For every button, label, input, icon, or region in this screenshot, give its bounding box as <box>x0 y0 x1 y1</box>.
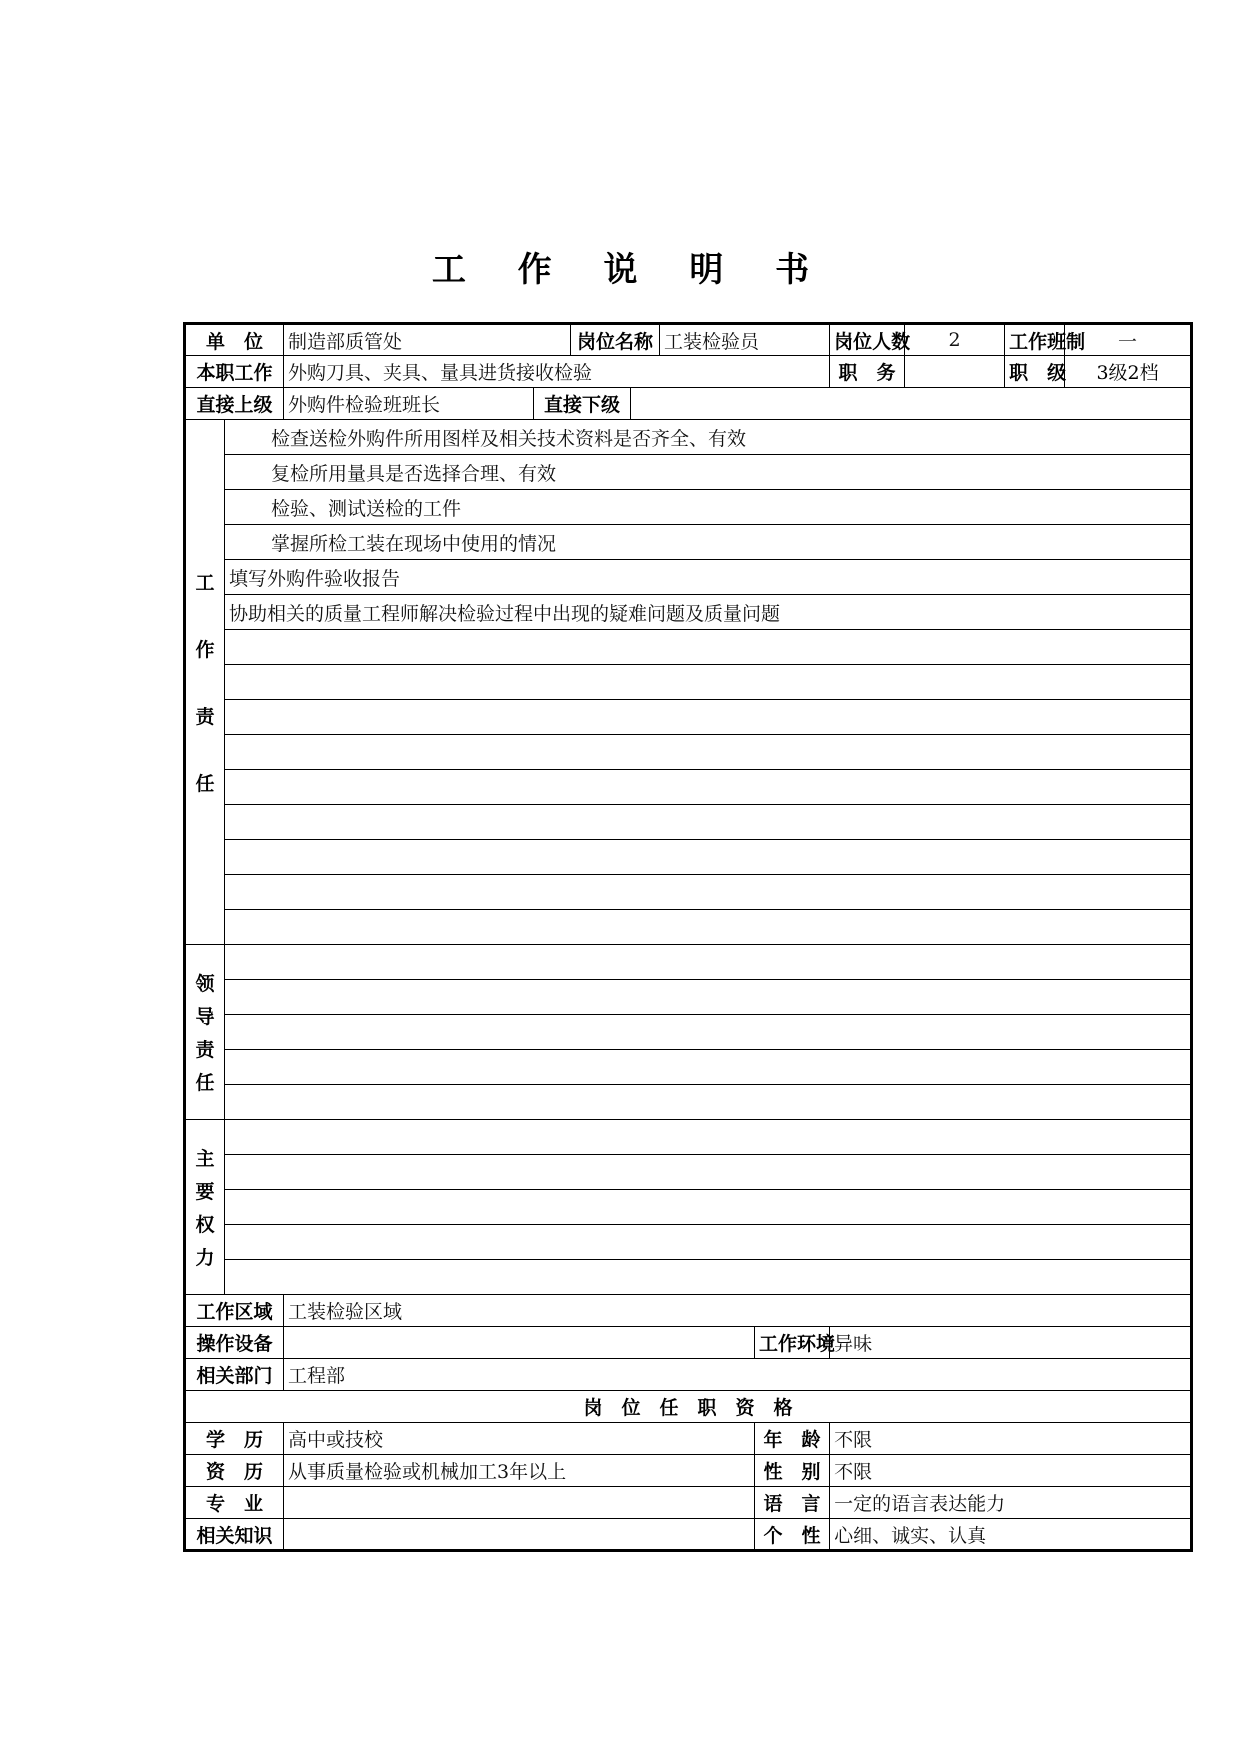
responsibility-row <box>185 420 1192 455</box>
qualifications-heading: 岗 位 任 职 资 格 <box>185 1391 1192 1423</box>
major-row <box>185 1487 1192 1519</box>
header-row-2 <box>185 356 1192 388</box>
responsibility-empty-line[interactable] <box>225 840 1192 875</box>
subordinate-label: 直接下级 <box>534 388 631 420</box>
responsibility-item[interactable]: 复检所用量具是否选择合理、有效 <box>225 455 1192 490</box>
leadership-empty-line[interactable] <box>225 1015 1192 1050</box>
responsibility-row <box>185 630 1192 665</box>
responsibility-row <box>185 735 1192 770</box>
responsibilities-label-char: 作 <box>195 639 215 661</box>
grade-label: 职 级 <box>1005 356 1065 388</box>
leadership-row <box>185 980 1192 1015</box>
leadership-label <box>185 945 225 1120</box>
superior-value[interactable]: 外购件检验班班长 <box>284 388 534 420</box>
major-value[interactable] <box>284 1487 755 1519</box>
work-area-row <box>185 1295 1192 1327</box>
responsibility-row <box>185 490 1192 525</box>
equipment-label: 操作设备 <box>185 1327 284 1359</box>
personality-label: 个 性 <box>755 1519 830 1551</box>
authority-empty-line[interactable] <box>225 1225 1192 1260</box>
position-name-label: 岗位名称 <box>571 324 660 356</box>
responsibilities-label-char: 工 <box>195 572 215 594</box>
leadership-empty-line[interactable] <box>225 980 1192 1015</box>
authority-row <box>185 1155 1192 1190</box>
responsibility-item[interactable]: 检查送检外购件所用图样及相关技术资料是否齐全、有效 <box>225 420 1192 455</box>
main-work-label: 本职工作 <box>185 356 284 388</box>
responsibility-item[interactable]: 协助相关的质量工程师解决检验过程中出现的疑难问题及质量问题 <box>225 595 1192 630</box>
header-row-1 <box>185 324 1192 356</box>
leadership-empty-line[interactable] <box>225 1085 1192 1120</box>
superior-label: 直接上级 <box>185 388 284 420</box>
unit-label: 单 位 <box>185 324 284 356</box>
leadership-row <box>185 1085 1192 1120</box>
qualifications-heading-row <box>185 1391 1192 1423</box>
responsibility-item[interactable]: 掌握所检工装在现场中使用的情况 <box>225 525 1192 560</box>
major-label: 专 业 <box>185 1487 284 1519</box>
responsibility-empty-line[interactable] <box>225 735 1192 770</box>
responsibility-item[interactable]: 填写外购件验收报告 <box>225 560 1192 595</box>
responsibility-row <box>185 525 1192 560</box>
authority-row <box>185 1120 1192 1155</box>
responsibility-row <box>185 910 1192 945</box>
authority-label-char: 主 <box>195 1148 215 1170</box>
responsibility-empty-line[interactable] <box>225 875 1192 910</box>
leadership-row <box>185 1050 1192 1085</box>
responsibility-empty-line[interactable] <box>225 630 1192 665</box>
duty-title-value[interactable] <box>905 356 1005 388</box>
work-environment-value[interactable]: 异味 <box>830 1327 1192 1359</box>
responsibility-empty-line[interactable] <box>225 910 1192 945</box>
authority-label <box>185 1120 225 1295</box>
responsibility-row <box>185 455 1192 490</box>
leadership-label-char: 导 <box>195 1006 215 1028</box>
work-area-label: 工作区域 <box>185 1295 284 1327</box>
main-work-value[interactable]: 外购刀具、夹具、量具进货接收检验 <box>284 356 830 388</box>
responsibility-empty-line[interactable] <box>225 770 1192 805</box>
personality-value[interactable]: 心细、诚实、认真 <box>830 1519 1192 1551</box>
responsibility-row <box>185 805 1192 840</box>
knowledge-row <box>185 1519 1192 1551</box>
language-label: 语 言 <box>755 1487 830 1519</box>
responsibility-row <box>185 560 1192 595</box>
responsibility-row <box>185 875 1192 910</box>
shift-label: 工作班制 <box>1005 324 1065 356</box>
headcount-value[interactable]: 2 <box>905 324 1005 356</box>
age-value[interactable]: 不限 <box>830 1423 1192 1455</box>
knowledge-label: 相关知识 <box>185 1519 284 1551</box>
leadership-empty-line[interactable] <box>225 1050 1192 1085</box>
leadership-label-char: 领 <box>195 973 215 995</box>
language-value[interactable]: 一定的语言表达能力 <box>830 1487 1192 1519</box>
authority-label-char: 力 <box>195 1247 215 1269</box>
document-title: 工 作 说 明 书 <box>431 250 830 290</box>
authority-empty-line[interactable] <box>225 1260 1192 1295</box>
authority-label-char: 要 <box>195 1181 215 1203</box>
responsibilities-label <box>185 420 225 945</box>
responsibility-row <box>185 665 1192 700</box>
responsibility-row <box>185 700 1192 735</box>
responsibilities-label-char: 责 <box>195 706 215 728</box>
responsibility-empty-line[interactable] <box>225 700 1192 735</box>
work-environment-label: 工作环境 <box>755 1327 830 1359</box>
shift-value[interactable]: 一 <box>1065 324 1192 356</box>
related-dept-label: 相关部门 <box>185 1359 284 1391</box>
responsibility-row <box>185 595 1192 630</box>
experience-value[interactable]: 从事质量检验或机械加工3年以上 <box>284 1455 755 1487</box>
responsibility-row <box>185 840 1192 875</box>
education-value[interactable]: 高中或技校 <box>284 1423 755 1455</box>
gender-value[interactable]: 不限 <box>830 1455 1192 1487</box>
leadership-row <box>185 1015 1192 1050</box>
responsibility-empty-line[interactable] <box>225 805 1192 840</box>
knowledge-value[interactable] <box>284 1519 755 1551</box>
authority-empty-line[interactable] <box>225 1190 1192 1225</box>
equipment-value[interactable] <box>284 1327 755 1359</box>
gender-label: 性 别 <box>755 1455 830 1487</box>
duty-title-label: 职 务 <box>830 356 905 388</box>
authority-row <box>185 1190 1192 1225</box>
age-label: 年 龄 <box>755 1423 830 1455</box>
responsibility-row <box>185 770 1192 805</box>
leadership-empty-line[interactable] <box>225 945 1192 980</box>
leadership-label-char: 责 <box>195 1039 215 1061</box>
authority-row <box>185 1225 1192 1260</box>
unit-value[interactable]: 制造部质管处 <box>284 324 571 356</box>
work-area-value[interactable]: 工装检验区域 <box>284 1295 1192 1327</box>
responsibility-item[interactable]: 检验、测试送检的工件 <box>225 490 1192 525</box>
related-dept-row <box>185 1359 1192 1391</box>
authority-row <box>185 1260 1192 1295</box>
authority-label-char: 权 <box>195 1214 215 1236</box>
leadership-label-char: 任 <box>195 1072 215 1094</box>
equipment-row <box>185 1327 1192 1359</box>
leadership-row <box>185 945 1192 980</box>
related-dept-value[interactable]: 工程部 <box>284 1359 1192 1391</box>
position-name-value[interactable]: 工装检验员 <box>660 324 830 356</box>
experience-row <box>185 1455 1192 1487</box>
header-row-3 <box>185 388 1192 420</box>
subordinate-value[interactable] <box>631 388 1192 420</box>
authority-empty-line[interactable] <box>225 1120 1192 1155</box>
education-row <box>185 1423 1192 1455</box>
experience-label: 资 历 <box>185 1455 284 1487</box>
headcount-label: 岗位人数 <box>830 324 905 356</box>
authority-empty-line[interactable] <box>225 1155 1192 1190</box>
education-label: 学 历 <box>185 1423 284 1455</box>
grade-value[interactable]: 3级2档 <box>1065 356 1192 388</box>
responsibility-empty-line[interactable] <box>225 665 1192 700</box>
job-description-form <box>183 322 1193 1552</box>
responsibilities-label-char: 任 <box>195 773 215 795</box>
